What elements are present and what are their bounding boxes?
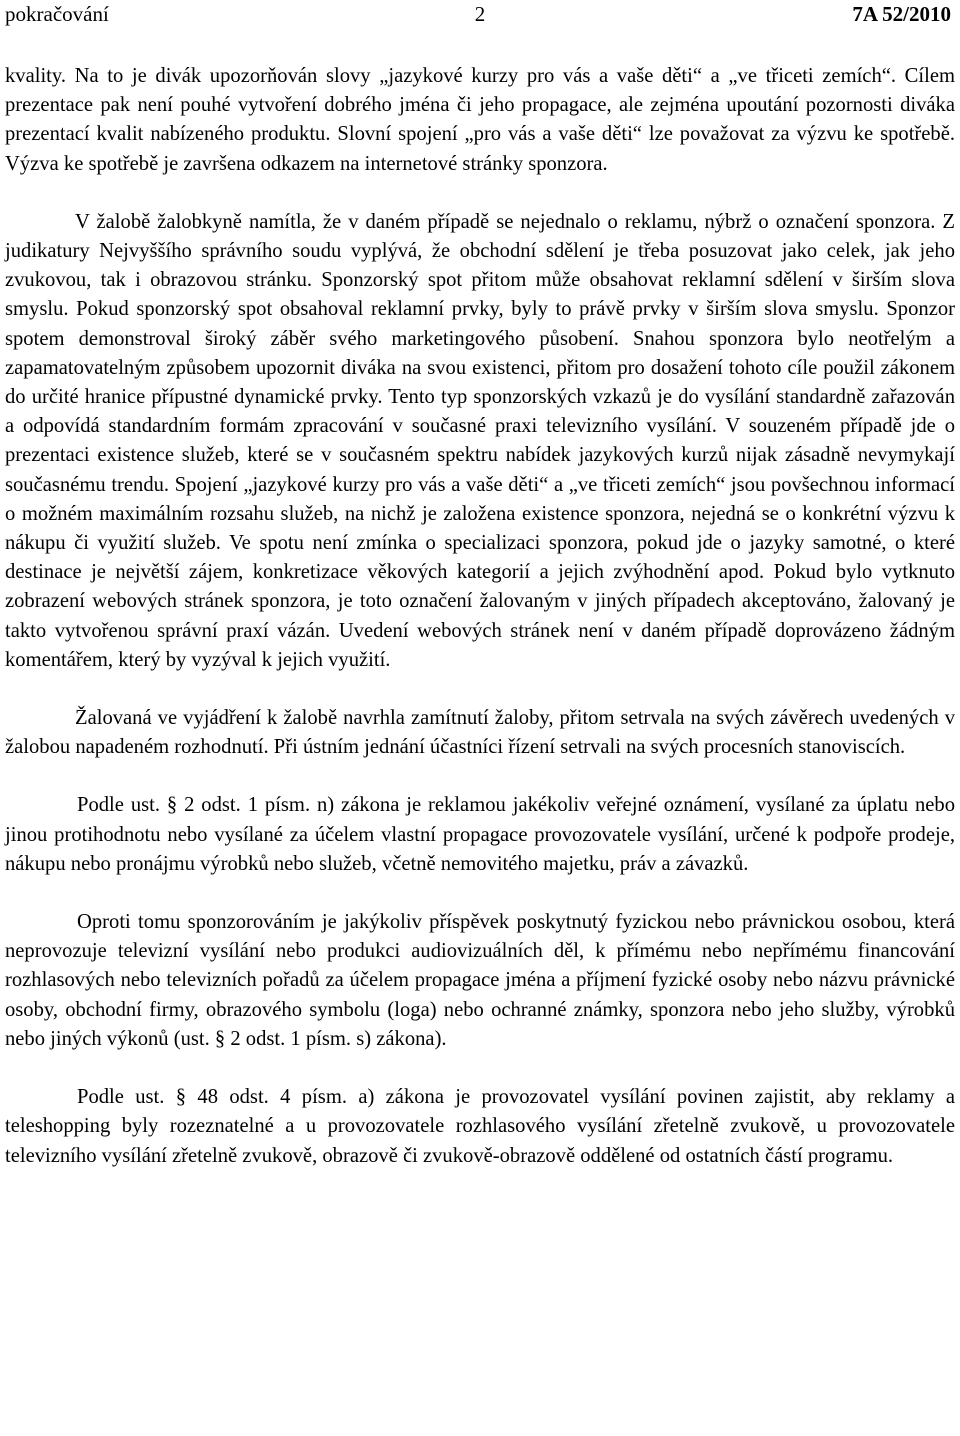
- paragraph-defendant-response: Žalovaná ve vyjádření k žalobě navrhla zamítnutí žaloby, přitom setrvala na svých závěrech uvedených v žalobou napadeném rozhodnutí. Při ústním jednání účastníci řízení setrvali na svých procesních stanoviscích.: [5, 707, 955, 759]
- paragraph-continuation: kvality. Na to je divák upozorňován slovy „jazykové kurzy pro vás a vaše děti“ a „ve třiceti zemích“. Cílem prezentace pak není pouhé vytvoření dobrého jména či jeho propagace, ale zejména upoutání pozornosti diváka prezentací kvalit nabízeného produktu. Slovní spojení „pro vás a vaše děti“ lze považovat za výzvu ke spotřebě. Výzva ke spotřebě je završena odkazem na internetové stránky sponzora.: [5, 65, 955, 175]
- paragraph-section-48: Podle ust. § 48 odst. 4 písm. a) zákona je provozovatel vysílání povinen zajistit, aby reklamy a teleshopping byly rozeznatelné a u provozovatele rozhlasového vysílání zřetelně zvukově, u provozovatele televizního vysílání zřetelně zvukově, obrazově či zvukově-obrazově oddělené od ostatních částí programu.: [5, 1086, 955, 1167]
- paragraph-advertising-definition: Podle ust. § 2 odst. 1 písm. n) zákona je reklamou jakékoliv veřejné oznámení, vysílané za úplatu nebo jinou protihodnotu nebo vysílané za účelem vlastní propagace provozovatele vysílání, určené k podpoře prodeje, nákupu nebo pronájmu výrobků nebo služeb, včetně nemovitého majetku, práv a závazků.: [5, 794, 955, 875]
- paragraph-sponsorship-definition: Oproti tomu sponzorováním je jakýkoliv příspěvek poskytnutý fyzickou nebo právnickou osobou, která neprovozuje televizní vysílání nebo produkci audiovizuálních děl, k přímému nebo nepřímému financování rozhlasových nebo televizních pořadů za účelem propagace jména a příjmení fyzické osoby nebo názvu právnické osoby, obchodní firmy, obrazového symbolu (loga) nebo ochranné známky, sponzora nebo jeho služby, výrobků nebo jiných výkonů (ust. § 2 odst. 1 písm. s) zákona).: [5, 911, 955, 1050]
- paragraph-complaint: V žalobě žalobkyně namítla, že v daném případě se nejednalo o reklamu, nýbrž o označení sponzora. Z judikatury Nejvyššího správního soudu vyplývá, že obchodní sdělení je třeba posuzovat jako celek, jak jeho zvukovou, tak i obrazovou stránku. Sponzorský spot přitom může obsahovat reklamní sdělení v širším slova smyslu. Pokud sponzorský spot obsahoval reklamní prvky, byly to právě prvky v širším slova smyslu. Sponzor spotem demonstroval široký záběr svého marketingového působení. Snahou sponzora bylo neotřelým a zapamatovatelným způsobem upozornit diváka na svou existenci, přitom pro dosažení tohoto cíle použil zákonem do určité hranice přípustné dynamické prvky. Tento typ sponzorských vzkazů je do vysílání standardně zařazován a odpovídá standardním formám zpracování v současné praxi televizního vysílání. V souzeném případě jde o prezentaci existence služeb, které se v současném spektru nabídek jazykových kurzů nijak zásadně nevymykají současnému trendu. Spojení „jazykové kurzy pro vás a vaše děti“ a „ve třiceti zemích“ jsou povšechnou informací o možném maximálním rozsahu služeb, na nichž je založena existence sponzora, nejedná se o konkrétní výzvu k nákupu či využití služeb. Ve spotu není zmínka o specializaci sponzora, pokud jde o jazyky samotné, o které destinace je největší zájem, konkretizace věkových kategorií a jejich zvýhodnění apod. Pokud bylo vytknuto zobrazení webových stránek sponzora, je toto označení žalovaným v jiných případech akceptováno, žalovaný je takto vytvořenou správní praxí vázán. Uvedení webových stránek není v daném případě doprovázeno žádným komentářem, který by vyzýval k jejich využití.: [5, 210, 955, 671]
- header-continuation-label: pokračování: [5, 2, 109, 26]
- page-number: 2: [474, 2, 486, 26]
- document-body: [5, 62, 955, 1171]
- page-header: [5, 0, 955, 34]
- case-number: 7A 52/2010: [852, 2, 951, 26]
